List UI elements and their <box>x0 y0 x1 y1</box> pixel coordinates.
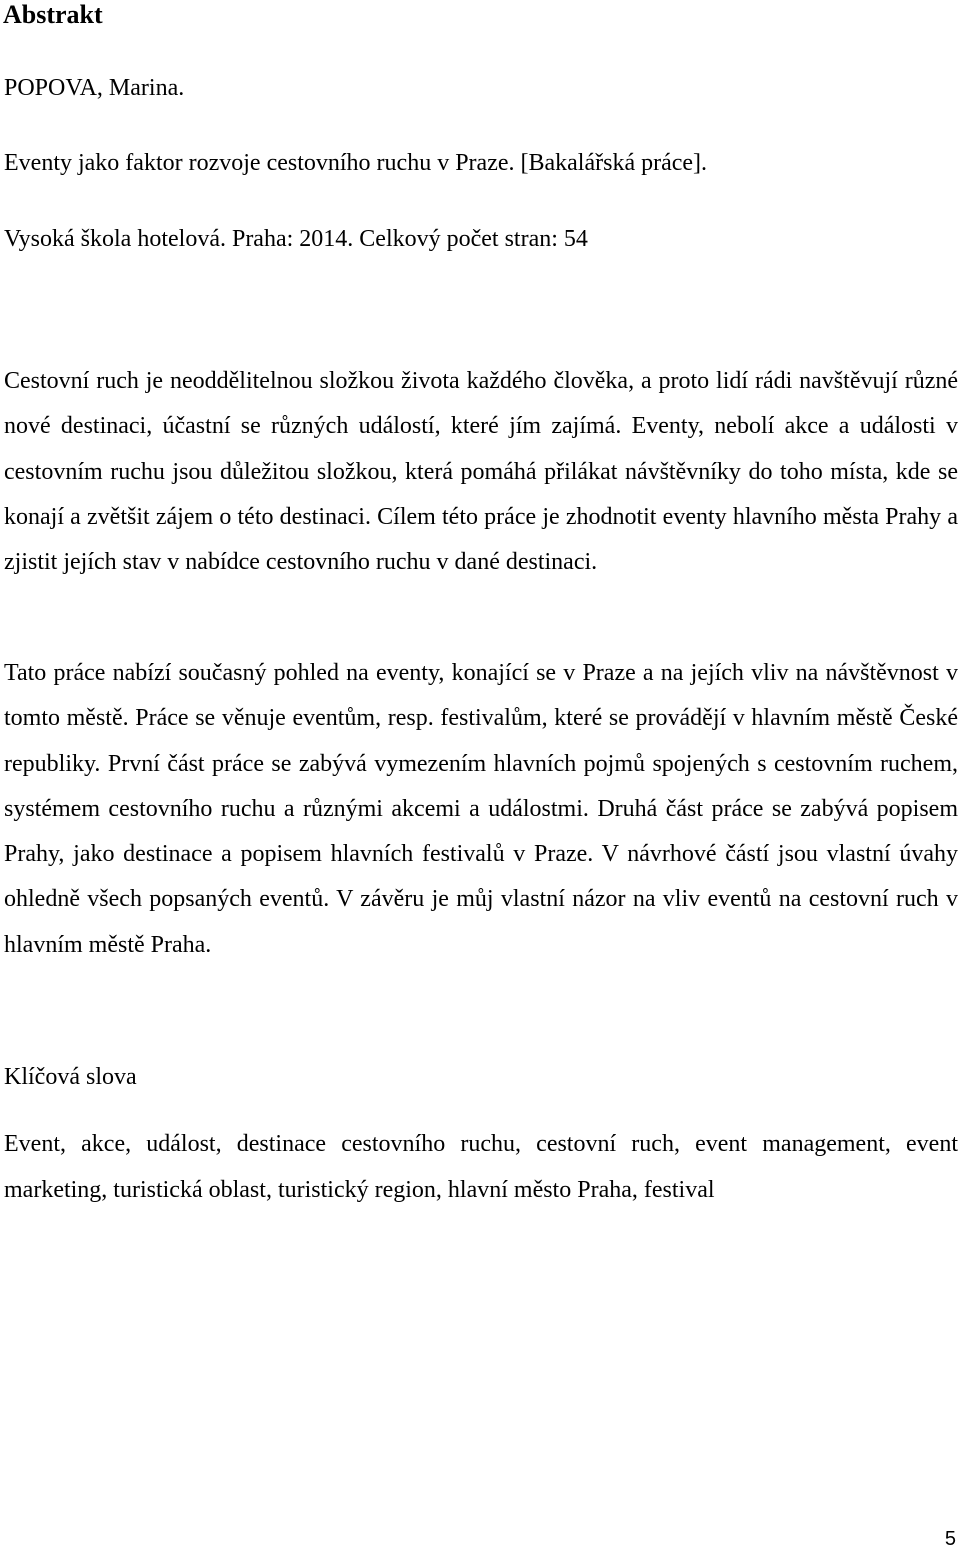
keywords-text: Event, akce, událost, destinace cestovního ruchu, cestovní ruch, event management, event marketing, turistická oblast, turistický region, hlavní město Praha, festival <box>4 1131 958 1203</box>
keywords-heading: Klíčová slova <box>4 1064 137 1090</box>
citation-title: Eventy jako faktor rozvoje cestovního ruchu v Praze. [Bakalářská práce]. <box>4 150 708 176</box>
page-number: 5 <box>944 1528 956 1550</box>
abstract-paragraph-2: Tato práce nabízí současný pohled na eventy, konající se v Praze a na jejích vliv na návštěvnost v tomto městě. Práce se věnuje eventům, resp. festivalům, které se provádějí v hlavním městě České republiky. První část práce se zabývá vymezením hlavních pojmů spojených s cestovním ruchem, systémem cestovního ruchu a různými akcemi a událostmi. Druhá část práce se zabývá popisem Prahy, jako destinace a popisem hlavních festivalů v Praze. V návrhové částí jsou vlastní úvahy ohledně všech popsaných eventů. V závěru je můj vlastní názor na vliv eventů na cestovní ruch v hlavním městě Praha. <box>4 660 958 958</box>
citation-author: POPOVA, Marina. <box>4 75 185 101</box>
abstract-paragraph-1: Cestovní ruch je neoddělitelnou složkou života každého člověka, a proto lidí rádi navštěvují různé nové destinaci, účastní se různých událostí, které jím zajímá. Eventy, nebolí akce a události v cestovním ruchu jsou důležitou složkou, která pomáhá přilákat návštěvníky do toho místa, kde se konají a zvětšit zájem o této destinaci. Cílem této práce je zhodnotit eventy hlavního města Prahy a zjistit jejích stav v nabídce cestovního ruchu v dané destinaci. <box>4 368 958 576</box>
citation-publisher: Vysoká škola hotelová. Praha: 2014. Celkový počet stran: 54 <box>4 226 588 252</box>
page-title: Abstrakt <box>3 0 103 29</box>
